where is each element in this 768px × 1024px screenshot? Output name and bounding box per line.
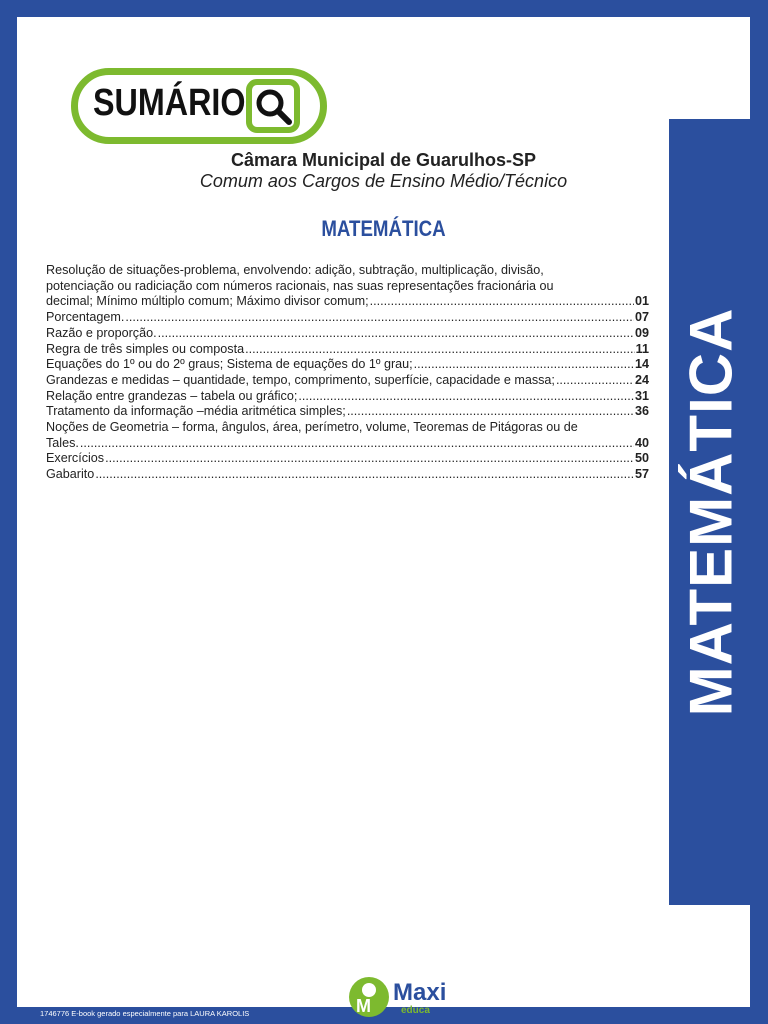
toc-page-number: 36: [634, 404, 649, 419]
toc-page-number: 24: [634, 372, 649, 387]
maxi-educa-logo: [349, 977, 459, 1019]
dot-leader: [556, 373, 634, 389]
toc-page-number: 40: [634, 435, 649, 450]
toc-entry[interactable]: [46, 263, 649, 310]
toc-entry-text: Razão e proporção.: [46, 325, 157, 340]
toc-entry-text: Gabarito: [46, 467, 95, 482]
toc-entry-text: Relação entre grandezas – tabela ou gráfico;: [46, 388, 298, 403]
toc-entry-text: Resolução de situações-problema, envolvendo: adição, subtração, multiplicação, divisão,: [46, 263, 544, 277]
ebook-watermark-note: 1746776 E-book gerado especialmente para LAURA KAROLIS: [40, 1009, 250, 1018]
toc-page-number: 11: [635, 341, 649, 356]
side-tab-label: MATEMÁTICA: [677, 307, 744, 717]
toc-entry-text: potenciação ou radiciação com números racionais, nas suas representações fracionária ou: [46, 278, 554, 293]
dot-leader: [105, 451, 634, 467]
toc-entry-text: Grandezas e medidas – quantidade, tempo, comprimento, superfície, capacidade e massa;: [46, 372, 555, 387]
toc-entry-text: Regra de três simples ou composta: [46, 341, 245, 356]
toc-page-number: 01: [634, 294, 649, 309]
toc-entry-text: Noções de Geometria – forma, ângulos, área, perímetro, volume, Teoremas de Pitágoras ou de: [46, 420, 578, 435]
toc-entry[interactable]: [46, 373, 649, 389]
dot-leader: [125, 310, 634, 326]
table-of-contents: [46, 263, 649, 483]
dot-leader: [370, 294, 634, 310]
toc-entry[interactable]: [46, 451, 649, 467]
toc-page-number: 07: [634, 310, 649, 325]
dot-leader: [80, 436, 634, 452]
toc-entry-text: decimal; Mínimo múltiplo comum; Máximo divisor comum;: [46, 294, 369, 309]
brand-subname: educa: [401, 1005, 430, 1016]
sumario-logo: [71, 68, 327, 144]
logo-text: SUMÁRIO: [93, 82, 246, 124]
toc-entry[interactable]: [46, 467, 649, 483]
toc-entry[interactable]: [46, 420, 649, 451]
side-tab: [669, 119, 752, 905]
toc-page-number: 31: [634, 388, 649, 403]
dot-leader: [414, 357, 634, 373]
toc-entry[interactable]: [46, 310, 649, 326]
dot-leader: [298, 389, 634, 405]
toc-entry[interactable]: [46, 342, 649, 358]
dot-leader: [95, 467, 634, 483]
document-subtitle: Comum aos Cargos de Ensino Médio/Técnico: [199, 171, 568, 191]
toc-entry[interactable]: [46, 389, 649, 405]
brand-name: Maxi: [393, 979, 447, 1006]
toc-entry-text: Porcentagem.: [46, 310, 125, 325]
toc-entry-text: Tratamento da informação –média aritmética simples;: [46, 404, 346, 419]
dot-leader: [347, 404, 634, 420]
toc-entry[interactable]: [46, 357, 649, 373]
toc-page-number: 50: [634, 451, 649, 466]
magnifier-icon: [246, 79, 300, 133]
toc-entry-text: Tales.: [46, 435, 79, 450]
section-title: MATEMÁTICA: [321, 216, 446, 241]
toc-page-number: 09: [634, 325, 649, 340]
dot-leader: [245, 342, 635, 358]
toc-entry-text: Equações do 1º ou do 2º graus; Sistema de equações do 1º grau;: [46, 357, 413, 372]
toc-page-number: 14: [634, 357, 649, 372]
document-title: Câmara Municipal de Guarulhos-SP: [230, 150, 537, 170]
toc-entry-text: Exercícios: [46, 451, 105, 466]
maxi-person-icon: M: [349, 977, 389, 1017]
toc-page-number: 57: [634, 467, 649, 482]
dot-leader: [158, 326, 634, 342]
toc-entry[interactable]: [46, 326, 649, 342]
toc-entry[interactable]: [46, 404, 649, 420]
